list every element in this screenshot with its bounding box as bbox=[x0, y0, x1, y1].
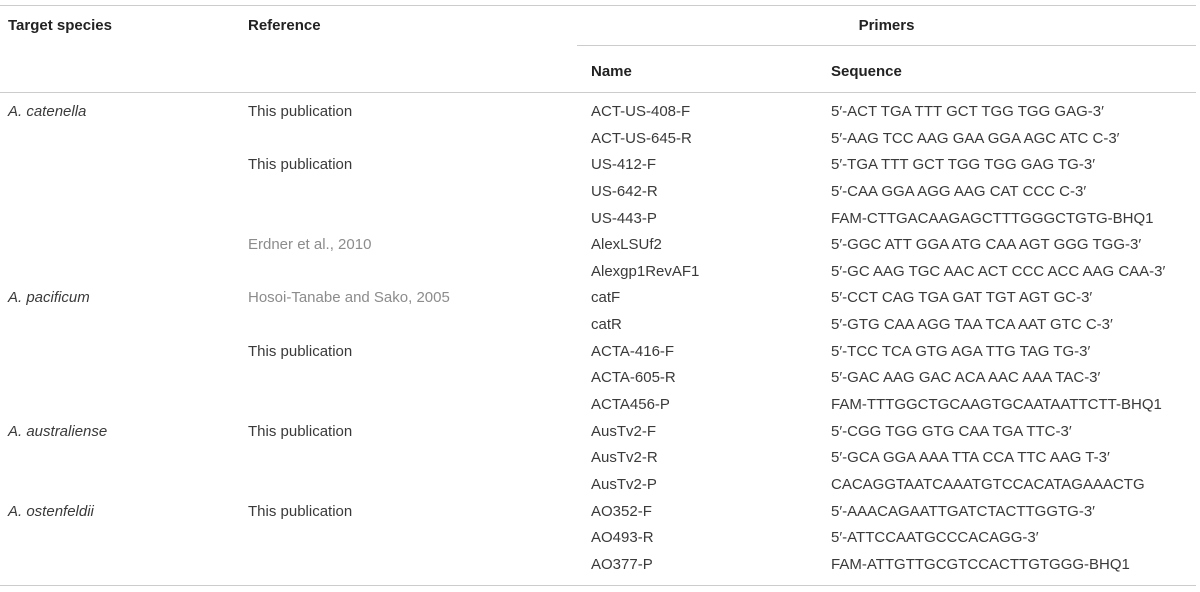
bottom-rule bbox=[0, 585, 1196, 586]
reference-cell bbox=[248, 472, 591, 499]
table-row bbox=[0, 232, 1200, 259]
sequence-cell: FAM-TTTGGCTGCAAGTGCAATAATTCTT-BHQ1 bbox=[831, 396, 1162, 414]
reference-link[interactable]: Hosoi-Tanabe and Sako, 2005 bbox=[248, 289, 450, 307]
sequence-cell: 5′-CAA GGA AGG AAG CAT CCC C-3′ bbox=[831, 182, 1087, 200]
sequence-cell: 5′-GCA GGA AAA TTA CCA TTC AAG T-3′ bbox=[831, 449, 1110, 467]
table-row bbox=[0, 206, 1200, 233]
primer-name-cell: ACT-US-645-R bbox=[591, 129, 692, 147]
species-cell bbox=[0, 445, 248, 472]
species-cell bbox=[0, 126, 248, 153]
reference-cell bbox=[248, 552, 591, 579]
primer-name-cell: ACTA-605-R bbox=[591, 369, 676, 387]
sequence-cell: 5′-CCT CAG TGA GAT TGT AGT GC-3′ bbox=[831, 289, 1093, 307]
reference-cell bbox=[248, 525, 591, 552]
sequence-cell: FAM-CTTGACAAGAGCTTTGGGCTGTG-BHQ1 bbox=[831, 209, 1154, 227]
species-cell bbox=[0, 552, 248, 579]
reference-cell bbox=[248, 259, 591, 286]
primer-name-cell: AO493-R bbox=[591, 529, 654, 547]
reference-cell bbox=[248, 232, 591, 259]
primer-name-cell: AO352-F bbox=[591, 502, 652, 520]
table-row bbox=[0, 365, 1200, 392]
primer-name-cell: US-443-P bbox=[591, 209, 657, 227]
sequence-cell: FAM-ATTGTTGCGTCCACTTGTGGG-BHQ1 bbox=[831, 555, 1130, 573]
reference-cell: This publication bbox=[248, 502, 353, 520]
reference-link[interactable]: Erdner et al., 2010 bbox=[248, 236, 372, 254]
species-cell bbox=[0, 472, 248, 499]
species-cell bbox=[0, 365, 248, 392]
sequence-cell: 5′-TCC TCA GTG AGA TTG TAG TG-3′ bbox=[831, 342, 1091, 360]
primer-name-cell: AusTv2-R bbox=[591, 449, 658, 467]
table-row bbox=[0, 445, 1200, 472]
header-sequence: Sequence bbox=[831, 63, 902, 80]
primers-rule bbox=[577, 45, 1196, 46]
sequence-cell: 5′-TGA TTT GCT TGG TGG GAG TG-3′ bbox=[831, 156, 1096, 174]
species-cell bbox=[0, 312, 248, 339]
reference-cell: This publication bbox=[248, 156, 353, 174]
primer-name-cell: catR bbox=[591, 316, 622, 334]
table-row bbox=[0, 179, 1200, 206]
header-target-species: Target species bbox=[8, 17, 112, 34]
species-cell bbox=[0, 179, 248, 206]
table-body bbox=[0, 99, 1200, 579]
species-cell: A. ostenfeldii bbox=[8, 502, 94, 520]
primer-name-cell: ACTA456-P bbox=[591, 396, 670, 414]
sequence-cell: 5′-AAACAGAATTGATCTACTTGGTG-3′ bbox=[831, 502, 1095, 520]
table-row bbox=[0, 339, 1200, 366]
primer-name-cell: AlexLSUf2 bbox=[591, 236, 662, 254]
reference-cell bbox=[248, 206, 591, 233]
table-row bbox=[0, 419, 1200, 446]
species-cell bbox=[0, 339, 248, 366]
primer-name-cell: catF bbox=[591, 289, 621, 307]
primer-name-cell: AusTv2-F bbox=[591, 422, 657, 440]
species-cell: A. catenella bbox=[8, 103, 87, 120]
sequence-cell: 5′-GC AAG TGC AAC ACT CCC ACC AAG CAA-3′ bbox=[831, 262, 1166, 280]
table-row bbox=[0, 472, 1200, 499]
sequence-cell: 5′-CGG TGG GTG CAA TGA TTC-3′ bbox=[831, 422, 1072, 440]
reference-cell bbox=[248, 126, 591, 153]
reference-cell bbox=[248, 312, 591, 339]
table-row bbox=[0, 552, 1200, 579]
sequence-cell: 5′-GGC ATT GGA ATG CAA AGT GGG TGG-3′ bbox=[831, 236, 1142, 254]
species-cell: A. pacificum bbox=[8, 289, 90, 307]
table-row bbox=[0, 499, 1200, 526]
sequence-cell: 5′-ATTCCAATGCCCACAGG-3′ bbox=[831, 529, 1039, 547]
sequence-cell: 5′-AAG TCC AAG GAA GGA AGC ATC C-3′ bbox=[831, 129, 1120, 147]
reference-cell bbox=[248, 445, 591, 472]
header-rule bbox=[0, 92, 1196, 93]
sequence-cell: 5′-ACT TGA TTT GCT TGG TGG GAG-3′ bbox=[831, 103, 1104, 120]
reference-cell: This publication bbox=[248, 103, 353, 120]
primer-name-cell: AO377-P bbox=[591, 555, 653, 573]
primer-name-cell: US-412-F bbox=[591, 156, 657, 174]
sequence-cell: 5′-GTG CAA AGG TAA TCA AAT GTC C-3′ bbox=[831, 316, 1113, 334]
species-cell bbox=[0, 525, 248, 552]
table-row bbox=[0, 285, 1200, 312]
table-row bbox=[0, 525, 1200, 552]
primer-name-cell: AusTv2-P bbox=[591, 475, 657, 493]
primer-name-cell: US-642-R bbox=[591, 182, 658, 200]
species-cell bbox=[0, 206, 248, 233]
table-row bbox=[0, 126, 1200, 153]
reference-cell: This publication bbox=[248, 342, 353, 360]
primer-name-cell: Alexgp1RevAF1 bbox=[591, 262, 700, 280]
table-row bbox=[0, 392, 1200, 419]
sequence-cell: CACAGGTAATCAAATGTCCACATAGAAACTG bbox=[831, 475, 1145, 493]
top-rule bbox=[0, 5, 1196, 6]
reference-cell bbox=[248, 392, 591, 419]
sequence-cell: 5′-GAC AAG GAC ACA AAC AAA TAC-3′ bbox=[831, 369, 1101, 387]
primer-name-cell: ACTA-416-F bbox=[591, 342, 675, 360]
table-row bbox=[0, 152, 1200, 179]
header-reference: Reference bbox=[248, 17, 321, 34]
reference-cell bbox=[248, 179, 591, 206]
reference-cell bbox=[248, 285, 591, 312]
primer-name-cell: ACT-US-408-F bbox=[591, 103, 691, 120]
reference-cell: This publication bbox=[248, 422, 353, 440]
species-cell bbox=[0, 152, 248, 179]
reference-cell bbox=[248, 365, 591, 392]
header-primers: Primers bbox=[858, 17, 915, 34]
table-row bbox=[0, 99, 1200, 126]
species-cell bbox=[0, 232, 248, 259]
table-row bbox=[0, 259, 1200, 286]
species-cell bbox=[0, 259, 248, 286]
table-row bbox=[0, 312, 1200, 339]
species-cell: A. australiense bbox=[8, 422, 108, 440]
header-name: Name bbox=[591, 63, 632, 80]
species-cell bbox=[0, 392, 248, 419]
